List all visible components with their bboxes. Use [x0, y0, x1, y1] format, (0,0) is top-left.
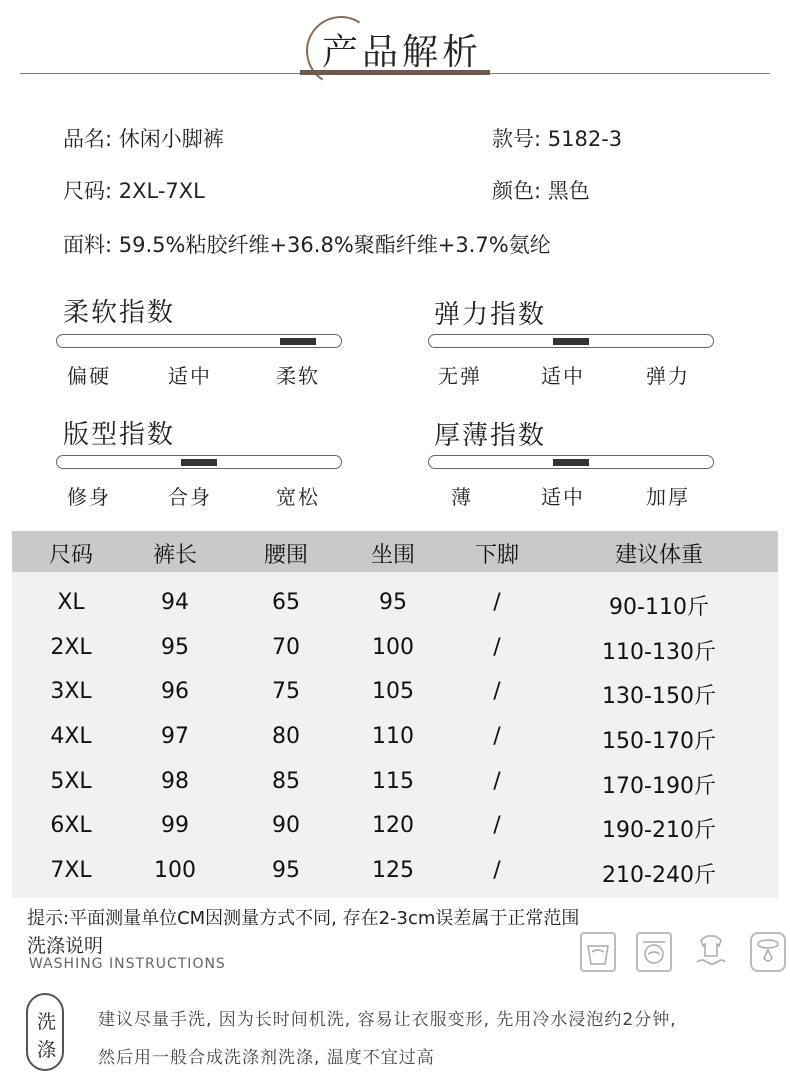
size-table-cell: 95: [379, 590, 407, 615]
size-table-cell: 75: [272, 679, 300, 704]
thickness-index-marker: [553, 459, 589, 466]
size-table-header-cell: 裤长: [152, 543, 197, 568]
fit-index-track: [56, 455, 342, 469]
elasticity-index-title: 弹力指数: [434, 300, 547, 330]
size-table-cell: 4XL: [50, 724, 92, 749]
size-table-cell: /: [493, 858, 501, 883]
size-table-cell: 125: [372, 858, 414, 883]
fit-label-low: 修身: [67, 485, 111, 509]
size-table-cell: 90: [272, 813, 300, 838]
no-bleach-icon: [750, 932, 786, 972]
size-table-header-cell: 建议体重: [614, 543, 703, 568]
size-table-cell: 100: [372, 635, 414, 660]
size-table-cell: 95: [272, 858, 300, 883]
softness-index-track: [56, 334, 342, 348]
size-table-cell: 95: [161, 635, 189, 660]
softness-index-marker: [280, 338, 316, 345]
size-table-header-cell: 坐围: [370, 543, 415, 568]
washing-instruction-line-1: 建议尽量手洗, 因为长时间机洗, 容易让衣服变形, 先用冷水浸泡约2分钟,: [98, 1010, 677, 1030]
softness-label-mid: 适中: [168, 364, 212, 388]
size-table-cell: 110-130斤: [602, 640, 716, 665]
washing-title: 洗涤说明: [27, 935, 104, 957]
size-table-cell: 100: [154, 858, 196, 883]
size-table-cell: 97: [161, 724, 189, 749]
softness-label-low: 偏硬: [67, 364, 111, 388]
washing-instruction-line-2: 然后用一般合成洗涤剂洗涤, 温度不宜过高: [98, 1048, 435, 1068]
size-table-cell: 99: [161, 813, 189, 838]
fit-index-title: 版型指数: [63, 420, 176, 450]
elasticity-label-high: 弹力: [646, 364, 690, 388]
hand-wash-icon: [580, 932, 616, 972]
size-table-cell: 190-210斤: [602, 818, 716, 843]
size-table-cell: 120: [372, 813, 414, 838]
size-table-cell: 85: [272, 769, 300, 794]
elasticity-index-track: [428, 334, 714, 348]
softness-index-title: 柔软指数: [63, 298, 176, 328]
size-table-cell: 7XL: [50, 858, 92, 883]
size-table-cell: 65: [272, 590, 300, 615]
fabric-composition: 面料: 59.5%粘胶纤维+36.8%聚酯纤维+3.7%氨纶: [63, 233, 551, 257]
elasticity-label-mid: 适中: [541, 364, 585, 388]
thickness-label-high: 加厚: [646, 485, 690, 509]
size-table-cell: 110: [372, 724, 414, 749]
size-table-header-cell: 下脚: [474, 543, 519, 568]
washing-subtitle: WASHING INSTRUCTIONS: [29, 956, 226, 972]
softness-label-high: 柔软: [276, 364, 320, 388]
no-tumble-icon: [693, 932, 729, 972]
elasticity-label-low: 无弹: [438, 364, 482, 388]
size-table-cell: 105: [372, 679, 414, 704]
size-table-cell: /: [493, 813, 501, 838]
fit-index-marker: [181, 459, 217, 466]
size-table-cell: /: [493, 635, 501, 660]
wash-badge-char-2: 涤: [37, 1039, 57, 1061]
size-table-cell: 150-170斤: [602, 729, 716, 754]
fit-label-high: 宽松: [276, 485, 320, 509]
size-table-cell: 210-240斤: [602, 863, 716, 888]
size-table-cell: 5XL: [50, 769, 92, 794]
size-table-cell: 6XL: [50, 813, 92, 838]
measurement-note: 提示:平面测量单位CM因测量方式不同, 存在2-3cm误差属于正常范围: [27, 908, 580, 929]
size-table-cell: 70: [272, 635, 300, 660]
thickness-index-track: [428, 455, 714, 469]
size-table-cell: /: [493, 724, 501, 749]
style-number: 款号: 5182-3: [492, 127, 623, 151]
size-table-header-cell: 腰围: [263, 543, 308, 568]
thickness-label-low: 薄: [451, 485, 473, 509]
thickness-label-mid: 适中: [541, 485, 585, 509]
page-title: 产品解析: [322, 32, 483, 73]
elasticity-index-marker: [553, 338, 589, 345]
wash-badge-char-1: 洗: [37, 1011, 57, 1033]
fit-label-mid: 合身: [168, 485, 212, 509]
thickness-index-title: 厚薄指数: [434, 421, 547, 451]
size-table-cell: /: [493, 679, 501, 704]
size-table-cell: 96: [161, 679, 189, 704]
size-table-cell: 98: [161, 769, 189, 794]
size-table-cell: /: [493, 769, 501, 794]
size-table-cell: /: [493, 590, 501, 615]
size-table-cell: XL: [57, 590, 85, 615]
size-table-cell: 3XL: [50, 679, 92, 704]
machine-wash-icon: [636, 932, 672, 972]
size-table-cell: 170-190斤: [602, 774, 716, 799]
size-range: 尺码: 2XL-7XL: [63, 179, 205, 203]
size-table-cell: 2XL: [50, 635, 92, 660]
size-table-cell: 80: [272, 724, 300, 749]
size-table-cell: 115: [372, 769, 414, 794]
size-table-cell: 90-110斤: [609, 595, 709, 620]
product-color: 颜色: 黑色: [492, 179, 590, 203]
size-table-header-cell: 尺码: [48, 543, 93, 568]
product-name: 品名: 休闲小脚裤: [63, 127, 224, 151]
size-table-cell: 94: [161, 590, 189, 615]
size-table-cell: 130-150斤: [602, 684, 716, 709]
